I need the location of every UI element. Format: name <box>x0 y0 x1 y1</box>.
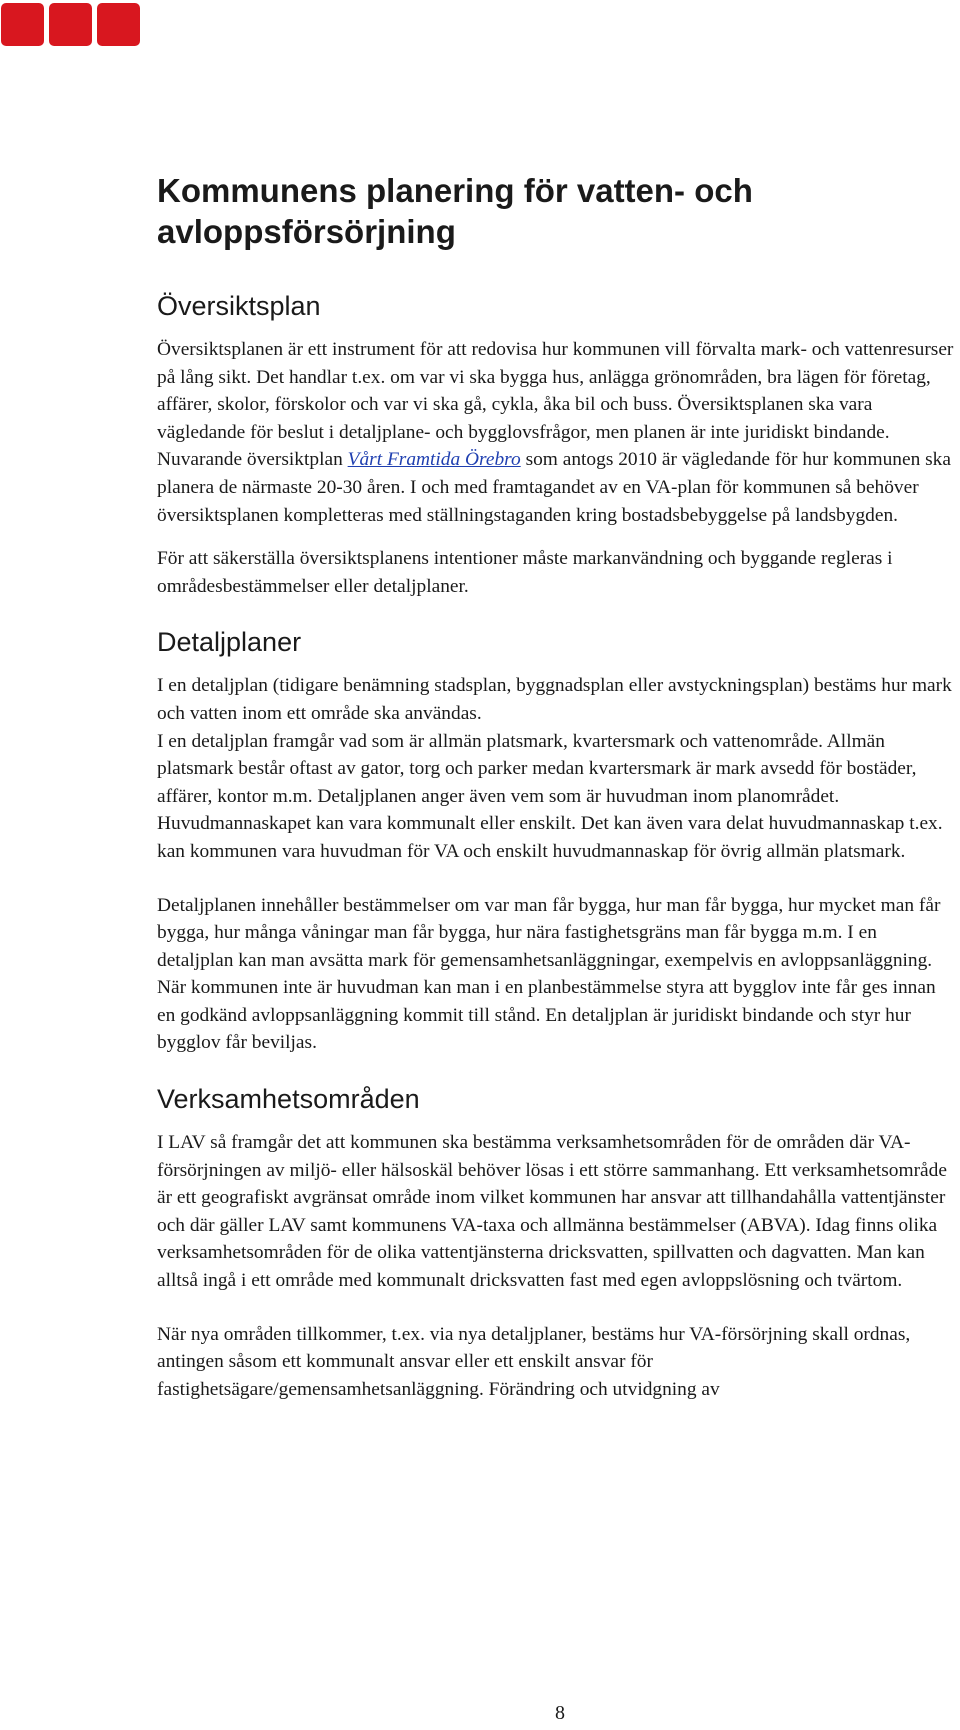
document-body <box>157 170 957 1419</box>
section-heading: Översiktsplan <box>157 291 321 321</box>
paragraph: När nya områden tillkommer, t.ex. via nya detaljplaner, bestäms hur VA-försörjning skall ordnas, antingen såsom ett kommunalt ansvar eller ett enskilt ansvar för fastighetsägare/gemensamhetsanläggning. Förändring och utvidgning av <box>157 1323 911 1400</box>
section-heading: Verksamhetsområden <box>157 1084 420 1115</box>
logo <box>1 3 140 46</box>
logo-block <box>1 3 44 46</box>
logo-block <box>49 3 92 46</box>
oversiktsplan-link[interactable]: Vårt Framtida Örebro <box>347 449 521 471</box>
paragraph: För att säkerställa översiktsplanens intentioner måste markanvändning och byggande regleras i områdesbestämmelser eller detaljplaner. <box>157 548 893 597</box>
logo-block <box>97 3 140 46</box>
section-oversiktsplan <box>157 290 957 600</box>
paragraph-text: Översiktsplanen är ett instrument för att redovisa hur kommunen vill förvalta mark- och vattenresurser på lång sikt. Det handlar t.ex. om var vi ska bygga hus, anlägga grönområden, bra lägen för företag, affärer, skolor, förskolor och var vi ska gå, cykla, åka bil och buss. Översiktsplanen ska vara vägledande för beslut i detaljplane- och bygglovsfrågor, men planen är inte juridiskt bindande. Nuvarande översiktplan <box>157 339 954 471</box>
paragraph: I en detaljplan framgår vad som är allmän platsmark, kvartersmark och vattenområde. Allmän platsmark består oftast av gator, torg och parker medan kvartersmark är mark avsedd för bostäder, affärer, kontor m.m. Detaljplanen anger även vem som är huvudman inom planområdet. Huvudmannaskapet kan vara kommunalt eller enskilt. Det kan även vara delat huvudmannaskap t.ex. kan kommunen vara huvudman för VA och enskilt huvudmannaskap för övrig allmän platsmark. <box>157 730 943 862</box>
section-heading: Detaljplaner <box>157 627 302 658</box>
paragraph-text: som antogs 2010 är vägledande för hur kommunen ska planera de närmaste 20-30 åren. I och med framtagandet av en VA-plan för kommunen så behöver översiktsplanen kompletteras med ställningstaganden kring bostadsbebyggelse på landsbygden. <box>157 449 951 526</box>
paragraph: I en detaljplan (tidigare benämning stadsplan, byggnadsplan eller avstyckningsplan) bestäms hur mark och vatten inom ett område ska användas. <box>157 675 952 724</box>
page-title: Kommunens planering för vatten- och avloppsförsörjning <box>157 172 753 250</box>
section-detaljplaner <box>157 626 957 1057</box>
page-number: 8 <box>555 1702 565 1724</box>
paragraph: I LAV så framgår det att kommunen ska bestämma verksamhetsområden för de områden där VA-försörjningen av miljö- eller hälsoskäl behöver lösas i ett större sammanhang. Ett verksamhetsområde är ett geografiskt avgränsat område inom vilket kommunen har ansvar att tillhandahålla vattentjänster och där gäller LAV samt kommunens VA-taxa och allmänna bestämmelser (ABVA). Idag finns olika verksamhetsområden för de olika vattentjänsterna dricksvatten, spillvatten och dagvatten. Man kan alltså ingå i ett område med kommunalt dricksvatten fast med egen avloppslösning och tvärtom. <box>157 1132 947 1292</box>
paragraph <box>157 336 957 529</box>
paragraph: Detaljplanen innehåller bestämmelser om var man får bygga, hur man får bygga, hur mycket man får bygga, hur många våningar man får bygga, hur nära fastighetsgräns man får bygga m.m. I en detaljplan kan man avsätta mark för gemensamhetsanläggningar, exempelvis en avloppsanläggning. När kommunen inte är huvudman kan man i en planbestämmelse styra att bygglov inte får ges innan en godkänd avloppsanläggning kommit till stånd. En detaljplan är juridiskt bindande och styr hur bygglov får beviljas. <box>157 894 941 1054</box>
section-verksamhetsomraden <box>157 1083 957 1403</box>
